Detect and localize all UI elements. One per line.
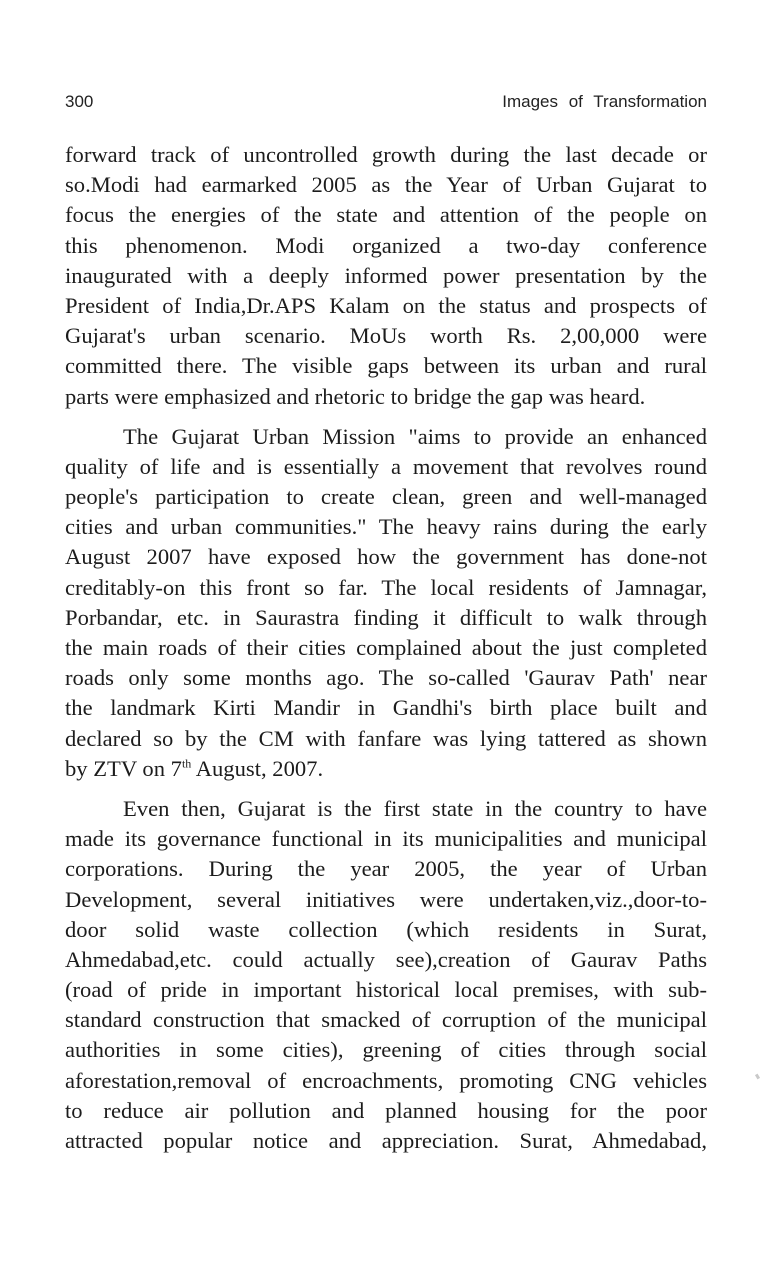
text-fragment: by ZTV on 7 — [65, 755, 182, 781]
text-line: Gujarat's urban scenario. MoUs worth Rs. 2,00,000 were — [65, 323, 707, 349]
text-line: aforestation,removal of encroachments, promoting CNG vehicles — [65, 1067, 707, 1093]
text-line: the landmark Kirti Mandir in Gandhi's birth place built and — [65, 695, 707, 721]
text-line: (road of pride in important historical local premises, with sub- — [65, 977, 707, 1003]
text-line: The Gujarat Urban Mission "aims to provide an enhanced — [123, 423, 707, 449]
text-line: roads only some months ago. The so-called 'Gaurav Path' near — [65, 665, 707, 691]
text-line: August 2007 have exposed how the government has done-not — [65, 544, 707, 570]
page-number: 300 — [65, 92, 94, 111]
text-line: President of India,Dr.APS Kalam on the status and prospects of — [65, 292, 707, 318]
book-page — [65, 92, 707, 1166]
text-line: standard construction that smacked of corruption of the municipal — [65, 1007, 707, 1033]
text-line: the main roads of their cities complained about the just completed — [65, 635, 707, 660]
text-line: focus the energies of the state and attention of the people on — [65, 202, 707, 228]
text-line: committed there. The visible gaps between its urban and rural — [65, 353, 707, 379]
text-line: Porbandar, etc. in Saurastra finding it difficult to walk through — [65, 604, 707, 630]
text-line: Development, several initiatives were undertaken,viz.,door-to- — [65, 886, 707, 912]
text-line: quality of life and is essentially a movement that revolves round — [65, 453, 707, 479]
text-line — [65, 754, 707, 784]
text-line: creditably-on this front so far. The local residents of Jamnagar, — [65, 574, 707, 600]
text-line: inaugurated with a deeply informed power presentation by the — [65, 262, 707, 288]
text-line: people's participation to create clean, green and well-managed — [65, 484, 707, 510]
text-line: attracted popular notice and appreciation. Surat, Ahmedabad, — [65, 1128, 707, 1153]
text-line: this phenomenon. Modi organized a two-day conference — [65, 232, 707, 258]
ordinal-superscript: th — [181, 756, 192, 771]
text-fragment: August, 2007. — [191, 755, 324, 781]
text-line: Ahmedabad,etc. could actually see),creation of Gaurav Paths — [65, 946, 707, 972]
scan-artifact-mark — [755, 1074, 760, 1080]
paragraph-3 — [65, 794, 707, 1156]
text-line: to reduce air pollution and planned housing for the poor — [65, 1097, 707, 1123]
text-line: declared so by the CM with fanfare was lying tattered as shown — [65, 725, 707, 751]
paragraph-2 — [65, 422, 707, 784]
text-line: door solid waste collection (which residents in Surat, — [65, 916, 707, 942]
text-line: authorities in some cities), greening of cities through social — [65, 1037, 707, 1063]
text-line: made its governance functional in its municipalities and municipal — [65, 826, 707, 852]
text-line: parts were emphasized and rhetoric to bridge the gap was heard. — [65, 383, 646, 409]
text-line: forward track of uncontrolled growth during the last decade or — [65, 142, 707, 167]
body-text — [65, 140, 707, 1156]
text-line: so.Modi had earmarked 2005 as the Year of Urban Gujarat to — [65, 172, 707, 198]
text-line: cities and urban communities." The heavy rains during the early — [65, 514, 707, 540]
running-header — [65, 92, 707, 116]
text-line: corporations. During the year 2005, the year of Urban — [65, 856, 707, 882]
paragraph-1 — [65, 140, 707, 412]
running-title: Images of Transformation — [502, 92, 707, 111]
text-line: Even then, Gujarat is the first state in the country to have — [123, 795, 707, 821]
